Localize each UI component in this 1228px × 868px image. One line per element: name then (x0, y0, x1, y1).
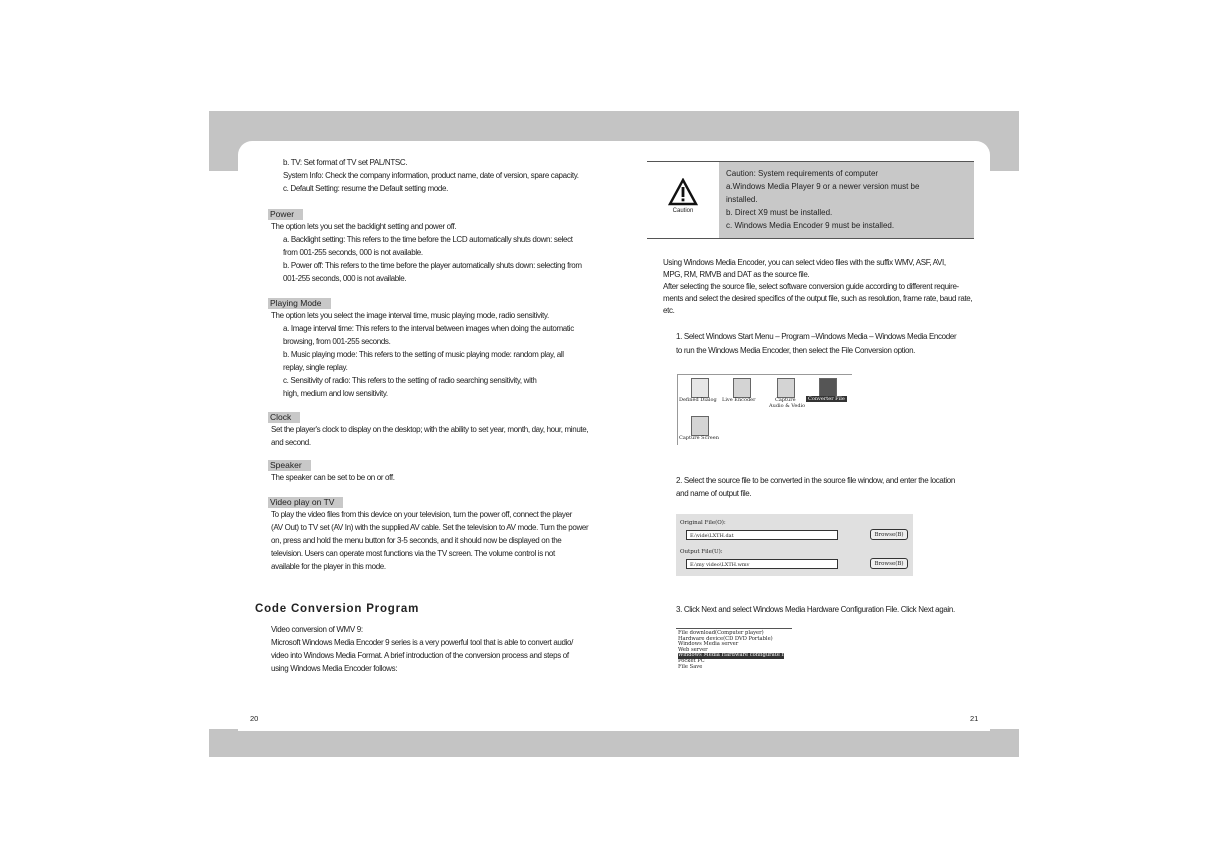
output-file-label: Output File(U): (680, 549, 723, 555)
playing-c1: c. Sensitivity of radio: This refers to the setting of radio searching sensitivity, with (283, 376, 537, 385)
footer-band (209, 729, 1019, 757)
caution-text-box (719, 162, 974, 238)
code-3: video into Windows Media Format. A brief introduction of the conversion process and steps of (271, 651, 569, 660)
live-encoder-icon[interactable] (733, 378, 751, 398)
speaker-1: The speaker can be set to be on or off. (271, 473, 395, 482)
converter-file-label: Converter File (808, 396, 845, 402)
code-conversion-heading: Code Conversion Program (255, 603, 420, 615)
converter-file-icon[interactable] (819, 378, 837, 398)
video-5: available for the player in this mode. (271, 562, 386, 571)
step1-1: 1. Select Windows Start Menu – Program –Windows Media – Windows Media Encoder (676, 332, 957, 341)
playing-c2: high, medium and low sensitivity. (283, 389, 388, 398)
video-4: television. Users can operate most functions via the TV screen. The volume control is not (271, 549, 555, 558)
list-item[interactable]: Windows Media server (678, 641, 739, 648)
power-b2: 001-255 seconds, 000 is not available. (283, 274, 407, 283)
caution-box (647, 161, 974, 239)
code-1: Video conversion of WMV 9: (271, 625, 363, 634)
video-2: (AV Out) to TV set (AV In) with the supplied AV cable. Set the television to AV mode. Turn the power (271, 523, 589, 532)
playing-b2: replay, single replay. (283, 363, 348, 372)
section-heading-video-play: Video play on TV (268, 497, 343, 508)
caution-3: installed. (726, 195, 758, 204)
capture-av-label-1: Capture (775, 397, 796, 403)
original-file-input[interactable]: E:\vide\LXTH.dat (686, 530, 838, 540)
section-heading-clock: Clock (268, 412, 300, 423)
browse-original-button[interactable]: Browse(B) (870, 529, 908, 540)
defined-dialog-label: Defined Dialog (679, 397, 717, 403)
clock-2: and second. (271, 438, 311, 447)
step3: 3. Click Next and select Windows Media Hardware Configuration File. Click Next again. (676, 605, 955, 614)
code-2: Microsoft Windows Media Encoder 9 series is a very powerful tool that is able to convert audio/ (271, 638, 574, 647)
caution-icon-label: Caution (672, 208, 694, 214)
code-4: using Windows Media Encoder follows: (271, 664, 398, 673)
intro-5: etc. (663, 306, 675, 315)
default-line: c. Default Setting: resume the Default setting mode. (283, 184, 449, 193)
caution-icon-box (647, 162, 719, 238)
output-file-input[interactable]: E:\my video\LXTH.wmv (686, 559, 838, 569)
caution-4: b. Direct X9 must be installed. (726, 208, 833, 217)
video-1: To play the video files from this device on your television, turn the power off, connect the player (271, 510, 572, 519)
section-heading-speaker: Speaker (268, 460, 311, 471)
defined-dialog-icon[interactable] (691, 378, 709, 398)
step1-2: to run the Windows Media Encoder, then select the File Conversion option. (676, 346, 916, 355)
capture-av-label-2: Audio & Vedio (769, 403, 806, 409)
power-a1: a. Backlight setting: This refers to the time before the LCD automatically shuts down: select (283, 235, 573, 244)
list-item[interactable]: Web server (678, 646, 708, 653)
live-encoder-label: Live Encoder (722, 397, 756, 403)
list-item[interactable]: File download(Computer player) (678, 630, 764, 636)
list-item[interactable]: Pocket PC (678, 658, 705, 664)
original-file-label: Original File(O): (680, 520, 726, 526)
page-number-left: 20 (250, 714, 259, 723)
intro-4: ments and select the desired specifics of the output file, such as resolution, frame rate, baud rate, (663, 294, 973, 303)
playing-b1: b. Music playing mode: This refers to the setting of music playing mode: random play, all (283, 350, 564, 359)
caution-2: a.Windows Media Player 9 or a newer version must be (726, 182, 920, 191)
destination-list (676, 628, 792, 680)
playing-intro: The option lets you select the image interval time, music playing mode, radio sensitivity. (271, 311, 549, 320)
encoder-options-screenshot (677, 374, 852, 445)
list-item-selected[interactable]: Windows Media Hardware configurate file (678, 652, 790, 659)
power-a2: from 001-255 seconds, 000 is not available. (283, 248, 423, 257)
page-number-right: 21 (970, 714, 979, 723)
clock-1: Set the player's clock to display on the desktop; with the ability to set year, month, day, hour, minute, (271, 425, 589, 434)
section-heading-playing-mode: Playing Mode (268, 298, 331, 309)
power-b1: b. Power off: This refers to the time before the player automatically shuts down: selecting from (283, 261, 582, 270)
caution-5: c. Windows Media Encoder 9 must be installed. (726, 221, 895, 230)
video-3: on, press and hold the menu button for 3-5 seconds, and it should now be displayed on the (271, 536, 562, 545)
list-item[interactable]: Hardware device(CD DVD Portable) (678, 635, 773, 642)
intro-3: After selecting the source file, select software conversion guide according to different require- (663, 282, 959, 291)
playing-a2: browsing, from 001-255 seconds. (283, 337, 391, 346)
intro-1: Using Windows Media Encoder, you can select video files with the suffix WMV, ASF, AVI, (663, 258, 946, 267)
capture-screen-label: Capture Screen (679, 435, 719, 441)
section-heading-power: Power (268, 209, 303, 220)
step2-1: 2. Select the source file to be converted in the source file window, and enter the location (676, 476, 956, 485)
sysinfo-line: System Info: Check the company information, product name, date of version, spare capacity. (283, 171, 579, 180)
capture-av-icon[interactable] (777, 378, 795, 398)
capture-screen-icon[interactable] (691, 416, 709, 436)
step2-2: and name of output file. (676, 489, 752, 498)
intro-2: MPG, RM, RMVB and DAT as the source file. (663, 270, 810, 279)
browse-output-button[interactable]: Browse(B) (870, 558, 908, 569)
caution-1: Caution: System requirements of computer (726, 169, 879, 178)
file-conversion-dialog (676, 514, 913, 576)
power-intro: The option lets you set the backlight setting and power off. (271, 222, 457, 231)
list-item[interactable]: File Save (678, 663, 703, 670)
playing-a1: a. Image interval time: This refers to the interval between images when doing the automatic (283, 324, 574, 333)
warning-icon (668, 178, 698, 206)
tv-line: b. TV: Set format of TV set PAL/NTSC. (283, 158, 408, 167)
